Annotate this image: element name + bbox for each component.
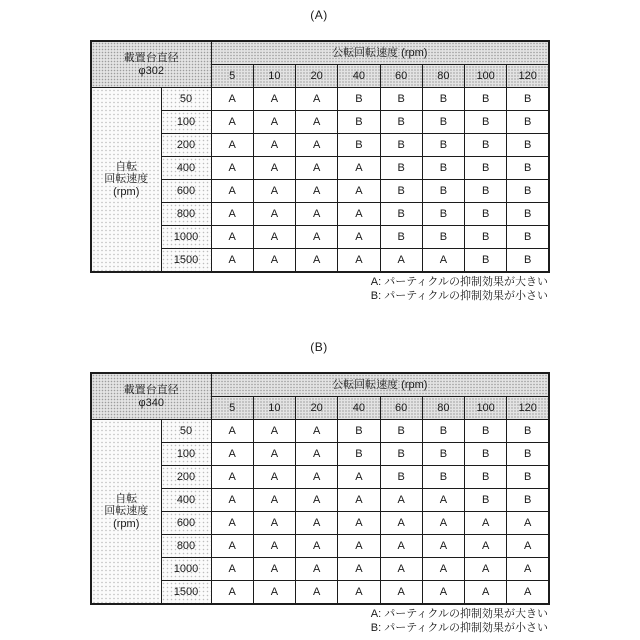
table-cell: A [296, 466, 338, 489]
table-cell: A [296, 226, 338, 249]
table-cell: A [253, 489, 295, 512]
table-cell: A [211, 157, 253, 180]
data-table [90, 40, 550, 273]
table-cell: A [296, 558, 338, 581]
column-header: 120 [507, 397, 549, 420]
table-cell: A [253, 535, 295, 558]
table-cell: A [211, 420, 253, 443]
row-header: 200 [161, 466, 211, 489]
row-group-label-line: 回転速度 [104, 173, 149, 186]
table-cell: A [422, 249, 464, 273]
table-cell: A [338, 489, 380, 512]
legend-note-b: B: パーティクルの抑制効果が小さい [370, 622, 548, 634]
table-cell: B [465, 157, 507, 180]
corner-label-line2: φ302 [138, 64, 164, 77]
table-cell: A [338, 535, 380, 558]
table-cell: A [253, 180, 295, 203]
figure-title: (B) [310, 340, 328, 354]
column-header: 80 [422, 65, 464, 88]
table-cell: B [465, 203, 507, 226]
table-cell: B [422, 420, 464, 443]
column-header: 5 [211, 397, 253, 420]
table-cell: A [422, 535, 464, 558]
table-cell: B [507, 443, 549, 466]
table-cell: B [465, 88, 507, 111]
table-cell: B [338, 443, 380, 466]
table-cell: A [338, 558, 380, 581]
legend-note-a: A: パーティクルの抑制効果が大きい [370, 276, 548, 288]
table-cell: A [211, 535, 253, 558]
row-header: 1000 [161, 558, 211, 581]
table-cell: B [507, 203, 549, 226]
table-cell: B [380, 134, 422, 157]
table-cell: A [296, 581, 338, 605]
table-cell: A [338, 249, 380, 273]
table-cell: B [507, 157, 549, 180]
table-cell: A [507, 581, 549, 605]
table-cell: A [296, 111, 338, 134]
row-group-label-line: (rpm) [113, 517, 140, 530]
table-cell: A [465, 535, 507, 558]
table-corner-label [91, 373, 211, 420]
column-header: 5 [211, 65, 253, 88]
column-header: 10 [253, 65, 295, 88]
table-cell: A [211, 88, 253, 111]
table-cell: A [211, 512, 253, 535]
table-cell: A [211, 203, 253, 226]
table-cell: B [422, 226, 464, 249]
row-group-label-line: 回転速度 [104, 505, 149, 518]
column-header: 120 [507, 65, 549, 88]
table-cell: A [296, 489, 338, 512]
table-cell: A [465, 512, 507, 535]
row-group-label-line: 自転 [115, 160, 138, 173]
table-cell: A [465, 558, 507, 581]
table-cell: A [253, 581, 295, 605]
table-cell: A [253, 111, 295, 134]
table-cell: B [422, 134, 464, 157]
table-cell: A [211, 249, 253, 273]
table-cell: B [338, 111, 380, 134]
table-cell: A [211, 226, 253, 249]
data-table [90, 372, 550, 605]
table-cell: A [211, 489, 253, 512]
row-group-label [91, 420, 161, 605]
row-header: 400 [161, 489, 211, 512]
table-cell: A [338, 581, 380, 605]
table-cell: A [211, 111, 253, 134]
table-cell: B [465, 443, 507, 466]
table-cell: A [422, 558, 464, 581]
row-header: 600 [161, 180, 211, 203]
table-cell: B [507, 111, 549, 134]
row-group-label-line: 自転 [115, 492, 138, 505]
legend-notes [90, 275, 548, 303]
row-header: 400 [161, 157, 211, 180]
table-cell: A [253, 249, 295, 273]
table-cell: A [338, 157, 380, 180]
table-cell: A [253, 88, 295, 111]
table-cell: B [465, 420, 507, 443]
table-cell: A [380, 581, 422, 605]
table-cell: B [422, 88, 464, 111]
table-corner-label [91, 41, 211, 88]
row-header: 1000 [161, 226, 211, 249]
row-header: 100 [161, 443, 211, 466]
table-cell: A [296, 180, 338, 203]
table-cell: A [507, 535, 549, 558]
table-figure-b [90, 340, 548, 635]
table-cell: A [253, 420, 295, 443]
table-cell: A [422, 489, 464, 512]
column-header: 40 [338, 397, 380, 420]
table-cell: A [253, 558, 295, 581]
table-cell: B [380, 420, 422, 443]
table-cell: A [253, 157, 295, 180]
table-cell: A [338, 512, 380, 535]
column-group-header: 公転回転速度 (rpm) [211, 41, 549, 65]
table-row [91, 420, 549, 443]
table-cell: B [380, 180, 422, 203]
row-header: 100 [161, 111, 211, 134]
table-cell: B [507, 420, 549, 443]
table-cell: B [465, 489, 507, 512]
table-cell: B [465, 249, 507, 273]
table-cell: A [338, 180, 380, 203]
table-cell: B [338, 134, 380, 157]
table-cell: B [380, 88, 422, 111]
column-header: 80 [422, 397, 464, 420]
table-cell: A [380, 535, 422, 558]
table-cell: B [507, 466, 549, 489]
table-cell: A [338, 466, 380, 489]
row-header: 50 [161, 420, 211, 443]
table-cell: A [211, 134, 253, 157]
table-cell: B [507, 249, 549, 273]
table-cell: A [211, 581, 253, 605]
row-group-label [91, 88, 161, 273]
table-cell: A [296, 203, 338, 226]
legend-notes [90, 607, 548, 635]
column-header: 60 [380, 397, 422, 420]
legend-note-a: A: パーティクルの抑制効果が大きい [370, 608, 548, 620]
legend-note-b: B: パーティクルの抑制効果が小さい [370, 290, 548, 302]
table-cell: A [507, 512, 549, 535]
table-cell: B [507, 88, 549, 111]
table-cell: A [296, 157, 338, 180]
corner-label-line2: φ340 [138, 396, 164, 409]
table-cell: B [422, 180, 464, 203]
row-header: 800 [161, 535, 211, 558]
table-cell: B [422, 443, 464, 466]
table-cell: B [422, 466, 464, 489]
table-cell: A [296, 88, 338, 111]
table-cell: A [422, 581, 464, 605]
table-cell: B [422, 157, 464, 180]
corner-label-line1: 載置台直径 [123, 51, 179, 64]
table-cell: A [253, 512, 295, 535]
table-cell: B [465, 466, 507, 489]
row-header: 50 [161, 88, 211, 111]
table-cell: B [380, 226, 422, 249]
column-header: 20 [296, 397, 338, 420]
row-header: 800 [161, 203, 211, 226]
table-cell: A [253, 443, 295, 466]
table-figure-a [90, 8, 548, 303]
row-header: 1500 [161, 249, 211, 273]
column-header: 60 [380, 65, 422, 88]
table-cell: B [338, 88, 380, 111]
row-header: 200 [161, 134, 211, 157]
column-header: 20 [296, 65, 338, 88]
column-header: 40 [338, 65, 380, 88]
column-header: 10 [253, 397, 295, 420]
table-cell: A [380, 558, 422, 581]
table-cell: A [211, 180, 253, 203]
table-cell: B [380, 111, 422, 134]
table-cell: B [465, 111, 507, 134]
row-header: 1500 [161, 581, 211, 605]
column-header: 100 [465, 65, 507, 88]
table-cell: B [465, 134, 507, 157]
table-cell: A [296, 249, 338, 273]
table-cell: A [380, 489, 422, 512]
table-cell: B [422, 203, 464, 226]
table-cell: A [253, 226, 295, 249]
table-cell: B [465, 180, 507, 203]
table-cell: A [296, 443, 338, 466]
table-cell: A [507, 558, 549, 581]
table-cell: A [380, 512, 422, 535]
table-cell: A [380, 249, 422, 273]
table-cell: B [422, 111, 464, 134]
table-cell: A [338, 203, 380, 226]
table-cell: A [211, 466, 253, 489]
table-cell: B [380, 157, 422, 180]
table-cell: B [507, 489, 549, 512]
table-cell: A [422, 512, 464, 535]
table-cell: B [380, 203, 422, 226]
table-cell: B [507, 180, 549, 203]
column-group-header: 公転回転速度 (rpm) [211, 373, 549, 397]
table-cell: A [211, 443, 253, 466]
table-cell: A [211, 558, 253, 581]
table-cell: B [338, 420, 380, 443]
table-cell: B [465, 226, 507, 249]
table-cell: A [253, 134, 295, 157]
corner-label-line1: 載置台直径 [123, 383, 179, 396]
table-cell: A [296, 535, 338, 558]
row-group-label-line: (rpm) [113, 185, 140, 198]
figure-title: (A) [310, 8, 328, 22]
row-header: 600 [161, 512, 211, 535]
column-header: 100 [465, 397, 507, 420]
table-cell: B [380, 466, 422, 489]
table-cell: A [296, 512, 338, 535]
table-cell: A [465, 581, 507, 605]
table-cell: B [380, 443, 422, 466]
table-cell: B [507, 134, 549, 157]
table-cell: A [338, 226, 380, 249]
table-cell: A [253, 203, 295, 226]
table-cell: B [507, 226, 549, 249]
table-row [91, 88, 549, 111]
table-cell: A [296, 134, 338, 157]
table-cell: A [296, 420, 338, 443]
table-cell: A [253, 466, 295, 489]
